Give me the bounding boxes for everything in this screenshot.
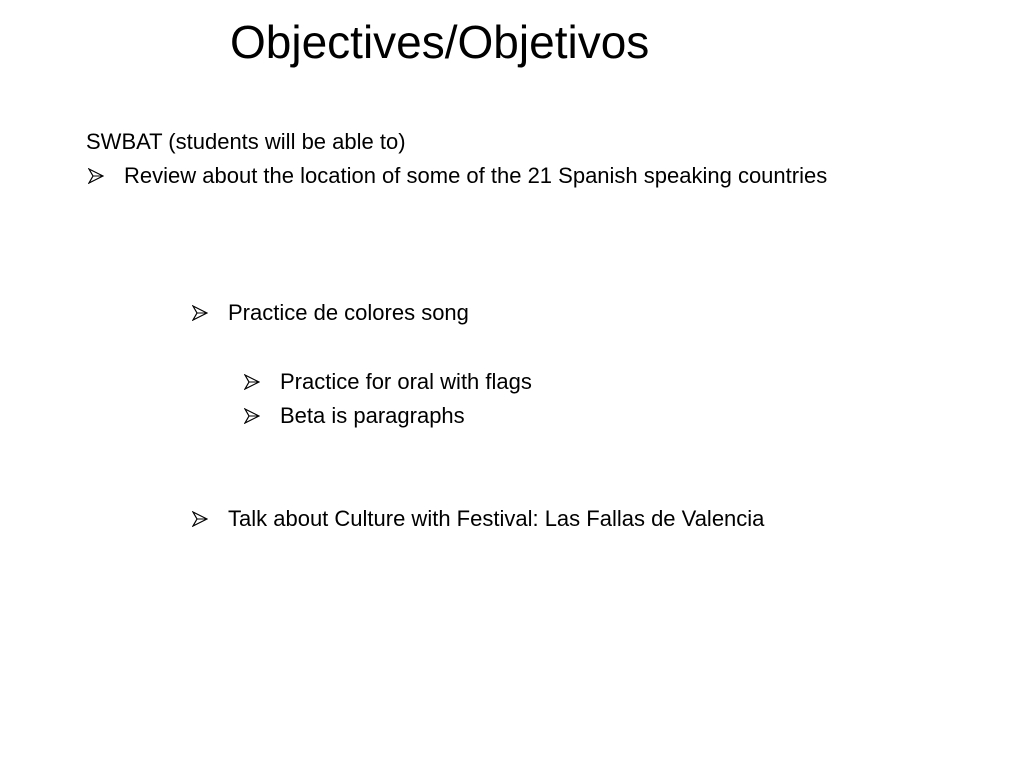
intro-text: SWBAT (students will be able to) <box>86 129 406 154</box>
arrowhead-bullet-icon <box>192 305 208 321</box>
bullet-text: Practice for oral with flags <box>280 369 532 394</box>
arrowhead-bullet-icon <box>192 511 208 527</box>
bullet-text: Review about the location of some of the 21 Spanish speaking countries <box>124 163 828 188</box>
bullet-text: Beta is paragraphs <box>280 403 465 428</box>
slide-title: Objectives/Objetivos <box>230 16 650 68</box>
arrowhead-bullet-icon <box>244 408 260 424</box>
bullet-text: Talk about Culture with Festival: Las Fallas de Valencia <box>228 506 765 531</box>
arrowhead-bullet-icon <box>88 168 104 184</box>
bullet-text: Practice de colores song <box>228 300 469 325</box>
arrowhead-bullet-icon <box>244 374 260 390</box>
